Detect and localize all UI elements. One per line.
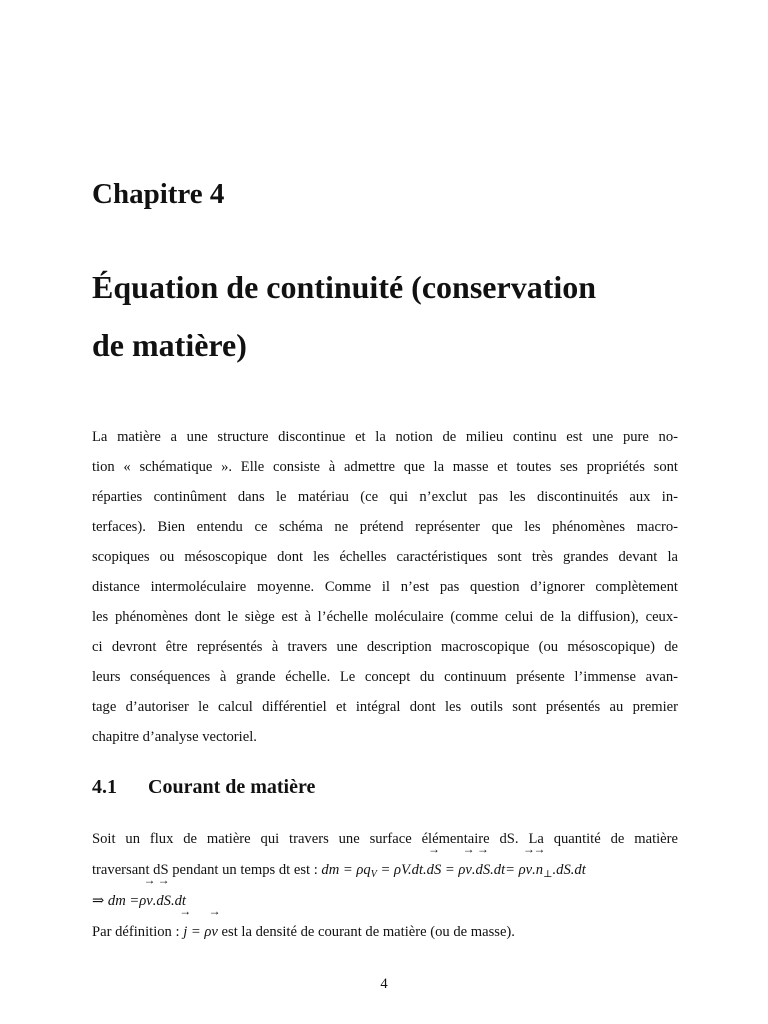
equation-intro-text: traversant dS pendant un temps dt est : xyxy=(92,862,322,878)
chapter-title xyxy=(92,258,692,374)
paragraph-line: scopiques ou mésoscopique dont les échelles caractéristiques sont très grandes devant la xyxy=(92,549,678,565)
section-number: 4.1 xyxy=(92,776,117,798)
intro-paragraph xyxy=(92,422,678,752)
paragraph-line: Soit un flux de matière qui travers une surface élémentaire dS. La quantité de matière xyxy=(92,831,678,847)
paragraph-line: les phénomènes dont le siège est à l’échelle moléculaire (comme celui de la diffusion), ceux- xyxy=(92,609,678,625)
section-heading xyxy=(92,776,315,799)
definition-label: Par définition : xyxy=(92,924,184,940)
paragraph-line: ci devront être représentés à travers une description macroscopique (ou mésoscopique) de xyxy=(92,639,678,655)
mass-flow-equation: dm = $\rho q_V = \rho V.dt.\to$ dS = $\rho\to v.\to dS.dt= \rho\to v.\to n_\perp.dS.dt$ xyxy=(321,862,585,878)
section-title: Courant de matière xyxy=(148,776,316,798)
paragraph-line: La matière a une structure discontinue et la notion de milieu continu est une pure no- xyxy=(92,429,678,445)
chapter-label: Chapitre 4 xyxy=(92,178,225,210)
section-paragraph xyxy=(92,824,678,948)
paragraph-line: distance intermoléculaire moyenne. Comme il n’est pas question d’ignorer complètement xyxy=(92,579,678,595)
implies-symbol: ⇒ xyxy=(92,893,108,909)
definition-text: est la densité de courant de matière (ou de masse). xyxy=(217,924,515,940)
paragraph-line: leurs conséquences à grande échelle. Le concept du continuum présente l’immense avan- xyxy=(92,669,678,685)
paragraph-line: tage d’autoriser le calcul différentiel et intégral dont les outils sont présentés au premier xyxy=(92,699,678,715)
paragraph-line: réparties continûment dans le matériau (ce qui n’exclut pas les discontinuités aux in- xyxy=(92,489,678,505)
paragraph-line: tion « schématique ». Elle consiste à admettre que la masse et toutes ses propriétés sont xyxy=(92,459,678,475)
page-number: 4 xyxy=(380,976,388,992)
chapter-title-line-1: Équation de continuité (conservation xyxy=(92,269,597,305)
mass-equation: dm =ρ→ v.→ dS.dt xyxy=(108,893,186,909)
chapter-title-line-2: de matière) xyxy=(92,327,247,363)
equation-line xyxy=(92,855,678,886)
current-density-equation: → j = ρ→ v xyxy=(183,924,218,940)
paragraph-line: terfaces). Bien entendu ce schéma ne prétend représenter que les phénomènes macro- xyxy=(92,519,678,535)
paragraph-line: chapitre d’analyse vectoriel. xyxy=(92,729,257,745)
definition-line xyxy=(92,917,678,948)
